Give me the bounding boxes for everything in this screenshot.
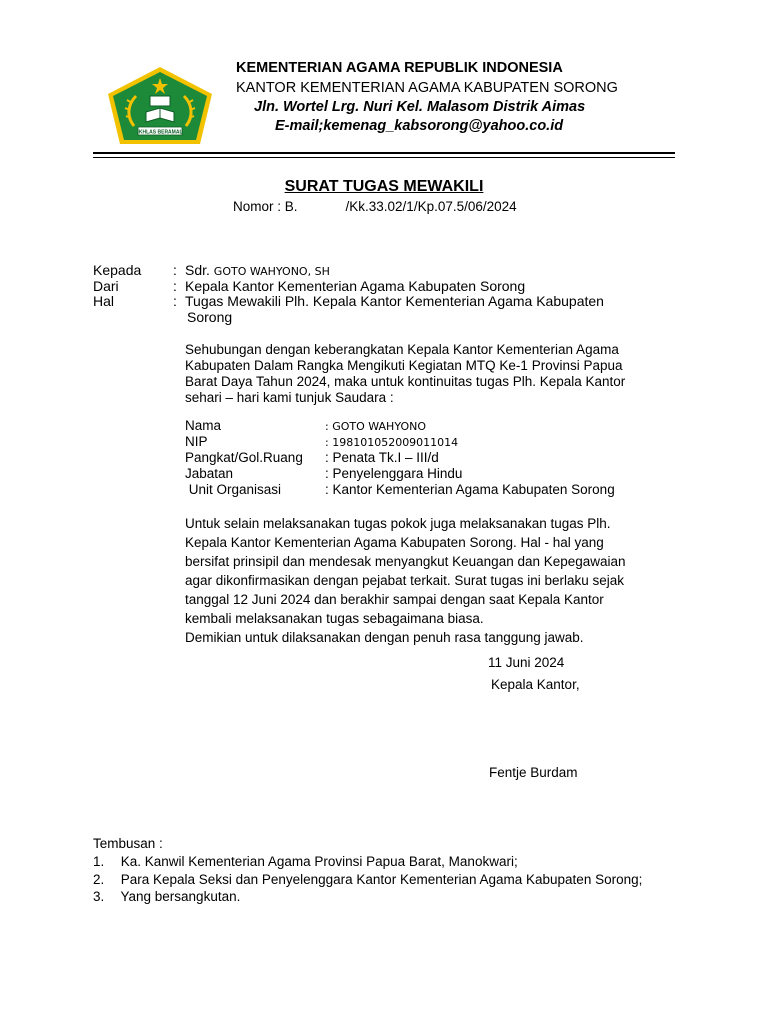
meta-dari: Dari : Kepala Kantor Kementerian Agama Kabupaten Sorong xyxy=(93,278,526,294)
letterhead-divider-thin xyxy=(93,157,675,158)
identity-unit: Unit Organisasi : Kantor Kementerian Agama Kabupaten Sorong xyxy=(185,482,615,497)
cc-item: 2. Para Kepala Seksi dan Penyelenggara Kantor Kementerian Agama Kabupaten Sorong; xyxy=(93,872,643,887)
meta-label: Kepada xyxy=(93,262,142,278)
identity-value: : Kantor Kementerian Agama Kabupaten Sorong xyxy=(325,482,615,497)
letterhead-ministry: KEMENTERIAN AGAMA REPUBLIK INDONESIA xyxy=(236,60,563,76)
document-title: SURAT TUGAS MEWAKILI xyxy=(284,178,484,195)
identity-nip: NIP : 198101052009011014 xyxy=(185,434,459,449)
signature-date: 11 Juni 2024 xyxy=(488,655,565,670)
logo-banner-text: IKHLAS BERAMAL xyxy=(137,129,183,136)
meta-label: Dari xyxy=(93,278,119,294)
letterhead-office: KANTOR KEMENTERIAN AGAMA KABUPATEN SORONG xyxy=(236,80,618,96)
identity-nama: Nama : GOTO WAHYONO xyxy=(185,418,426,433)
signature-position: Kepala Kantor, xyxy=(491,677,580,692)
cc-title: Tembusan : xyxy=(93,836,163,851)
signature-name: Fentje Burdam xyxy=(489,765,578,780)
document-number xyxy=(233,199,517,214)
identity-value: : GOTO WAHYONO xyxy=(325,420,426,433)
intro-paragraph: Sehubungan dengan keberangkatan Kepala Kantor Kementerian Agama Kabupaten Dalam Rangka Mengikuti Kegiatan MTQ Ke-1 Provinsi Papua Barat Daya Tahun 2024, maka untuk kontinuitas tugas Plh. Kepala Kantor sehari – hari kami tunjuk Saudara : xyxy=(185,342,626,405)
identity-value: : 198101052009011014 xyxy=(325,436,459,449)
meta-value: Tugas Mewakili Plh. Kepala Kantor Kementerian Agama Kabupaten xyxy=(185,293,604,309)
identity-pangkat: Pangkat/Gol.Ruang : Penata Tk.I – III/d xyxy=(185,450,439,465)
body-paragraph: Untuk selain melaksanakan tugas pokok juga melaksanakan tugas Plh. Kepala Kantor Kementerian Agama Kabupaten Sorong. Hal - hal yang bersifat prinsipil dan mendesak menyangkut Keuangan dan Kepegawaian agar dikonfirmasikan dengan pejabat terkait. Surat tugas ini berlaku sejak tanggal 12 Juni 2024 dan berakhir sampai dengan saat Kepala Kantor kembali melaksanakan tugas sebagaimana biasa. Demikian untuk dilaksanakan dengan penuh rasa tanggung jawab. xyxy=(185,516,626,645)
identity-jabatan: Jabatan : Penyelenggara Hindu xyxy=(185,466,463,481)
meta-value: Kepala Kantor Kementerian Agama Kabupaten Sorong xyxy=(185,278,526,294)
meta-kepada: Kepada : Sdr. GOTO WAHYONO, SH xyxy=(93,262,330,278)
letterhead-email: E-mail;kemenag_kabsorong@yahoo.co.id xyxy=(275,118,564,134)
meta-label: Hal xyxy=(93,293,115,309)
recipient-name: GOTO WAHYONO, SH xyxy=(213,265,330,278)
letterhead-divider-thick xyxy=(93,152,675,154)
meta-hal: Hal : Tugas Mewakili Plh. Kepala Kantor Kementerian Agama Kabupaten xyxy=(93,293,604,309)
meta-value: Sdr. xyxy=(185,262,214,278)
meta-hal-continued: Sorong xyxy=(187,309,233,325)
number-code: /Kk.33.02/1/Kp.07.5/06/2024 xyxy=(345,199,517,214)
kemenag-logo xyxy=(104,64,216,146)
letterhead-address: Jln. Wortel Lrg. Nuri Kel. Malasom Distrik Aimas xyxy=(254,99,586,115)
cc-item: 3. Yang bersangkutan. xyxy=(93,889,241,904)
identity-value: : Penata Tk.I – III/d xyxy=(325,450,439,465)
cc-item: 1. Ka. Kanwil Kementerian Agama Provinsi Papua Barat, Manokwari; xyxy=(93,854,518,869)
number-prefix: Nomor : B. xyxy=(233,199,298,214)
identity-value: : Penyelenggara Hindu xyxy=(325,466,463,481)
